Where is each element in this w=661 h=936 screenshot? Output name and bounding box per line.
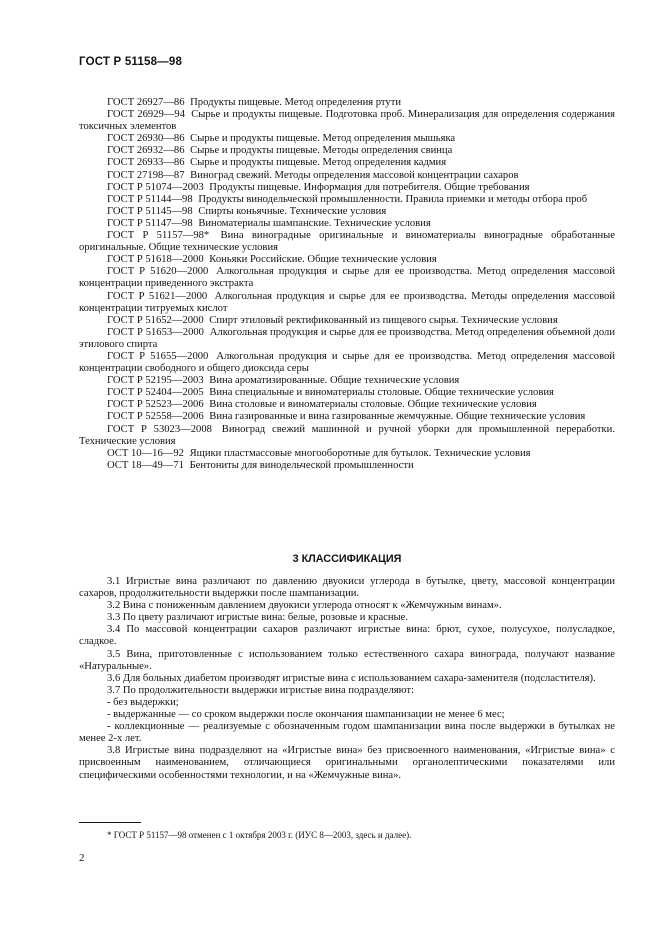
- reference-title: Продукты пищевые. Информация для потребителя. Общие требования: [209, 181, 530, 193]
- reference-item: [79, 315, 615, 327]
- reference-item: [79, 399, 615, 411]
- reference-title: Виноград свежий. Методы определения массовой концентрации сахаров: [190, 169, 519, 181]
- reference-title: Вина столовые и виноматериалы столовые. Общие технические условия: [209, 399, 537, 411]
- reference-code: ГОСТ Р 53023—2008: [107, 423, 212, 435]
- reference-title: Спирт этиловый ректификованный из пищевого сырья. Технические условия: [209, 314, 558, 326]
- normative-references-list: [79, 97, 615, 472]
- list-item: - коллекционные — реализуемые с обозначенным годом шампанизации вина после выдержки в бутылках не менее 2-х лет.: [79, 721, 615, 745]
- reference-title: Вина специальные и виноматериалы столовые. Общие технические условия: [209, 387, 554, 399]
- section-title: 3 КЛАССИФИКАЦИЯ: [292, 553, 402, 565]
- reference-item: [79, 254, 615, 266]
- reference-title: Продукты винодельческой промышленности. Правила приемки и методы отбора проб: [198, 193, 588, 205]
- reference-item: [79, 291, 615, 315]
- reference-item: [79, 375, 615, 387]
- reference-code: ГОСТ 27198—87: [107, 169, 185, 181]
- reference-title: Вина ароматизированные. Общие технические условия: [209, 375, 460, 387]
- paragraph: 3.8 Игристые вина подразделяют на «Игристые вина» без присвоенного наименования, «Игристые вина» с присвоенным наименованием, отличающиеся оригинальными органолептическими показателями или специфическими особенностями технологии, и на «Жемчужные вина».: [79, 745, 615, 781]
- reference-code: ГОСТ Р 52558—2006: [107, 411, 204, 423]
- reference-code: ГОСТ Р 51653—2000: [107, 326, 204, 338]
- reference-item: [79, 194, 615, 206]
- reference-code: ГОСТ Р 51074—2003: [107, 181, 204, 193]
- reference-item: [79, 351, 615, 375]
- reference-item: [79, 424, 615, 448]
- reference-title: Сырье и продукты пищевые. Подготовка проб. Минерализация для определения содержания токсичных элементов: [79, 109, 615, 133]
- reference-title: Вина газированные и вина газированные жемчужные. Общие технические условия: [209, 411, 586, 423]
- reference-code: ГОСТ Р 51655—2000: [107, 350, 209, 362]
- reference-code: ГОСТ 26930—86: [107, 133, 185, 145]
- reference-title: Вина виноградные оригинальные и виноматериалы виноградные обработанные оригинальные. Общие технические условия: [79, 230, 615, 254]
- reference-code: ГОСТ Р 52523—2006: [107, 399, 204, 411]
- reference-item: [79, 182, 615, 194]
- paragraph: 3.7 По продолжительности выдержки игристые вина подразделяют:: [107, 684, 415, 696]
- reference-item: [79, 133, 615, 145]
- list-item: - выдержанные — со сроком выдержки после окончания шампанизации не менее 6 мес;: [107, 709, 505, 721]
- reference-item: [79, 411, 615, 423]
- reference-title: Виноград свежий машинной и ручной уборки для промышленной переработки. Технические условия: [79, 423, 615, 447]
- reference-title: Сырье и продукты пищевые. Метод определения мышьяка: [190, 133, 456, 145]
- document-header: ГОСТ Р 51158—98: [79, 56, 183, 68]
- reference-item: [79, 218, 615, 230]
- reference-item: [79, 97, 615, 109]
- reference-title: Алкогольная продукция и сырье для ее производства. Метод определения объемной доли этилового спирта: [79, 326, 615, 350]
- reference-code: ГОСТ Р 51145—98: [107, 205, 193, 217]
- reference-code: ГОСТ Р 51620—2000: [107, 266, 209, 278]
- reference-code: ГОСТ Р 51147—98: [107, 217, 193, 229]
- reference-code: ГОСТ Р 51144—98: [107, 193, 193, 205]
- page-number: 2: [79, 852, 85, 864]
- reference-item: [79, 145, 615, 157]
- reference-code: ГОСТ Р 52404—2005: [107, 387, 204, 399]
- paragraph: 3.3 По цвету различают игристые вина: белые, розовые и красные.: [107, 612, 409, 624]
- reference-item: [79, 327, 615, 351]
- reference-title: Ящики пластмассовые многооборотные для бутылок. Технические условия: [189, 447, 531, 459]
- reference-code: ГОСТ Р 51621—2000: [107, 290, 208, 302]
- reference-title: Алкогольная продукция и сырье для ее производства. Метод определения массовой концентрации свободного и общего диоксида серы: [79, 350, 615, 375]
- footnote-divider: [79, 822, 141, 823]
- reference-title: Сырье и продукты пищевые. Метод определения кадмия: [190, 157, 447, 169]
- reference-code: ГОСТ Р 51618—2000: [107, 254, 204, 266]
- reference-item: [79, 109, 615, 133]
- reference-title: Сырье и продукты пищевые. Методы определения свинца: [190, 145, 453, 157]
- reference-title: Коньяки Российские. Общие технические условия: [209, 254, 437, 266]
- reference-item: [79, 157, 615, 169]
- paragraph: 3.2 Вина с пониженным давлением двуокиси углерода относят к «Жемчужным винам».: [107, 600, 502, 612]
- reference-item: [79, 206, 615, 218]
- footnote: * ГОСТ Р 51157—98 отменен с 1 октября 2003 г. (ИУС 8—2003, здесь и далее).: [107, 830, 412, 840]
- reference-item: [79, 266, 615, 290]
- paragraph: 3.4 По массовой концентрации сахаров различают игристые вина: брют, сухое, полусухое, полусладкое, сладкое.: [79, 624, 615, 648]
- paragraph: 3.1 Игристые вина различают по давлению двуокиси углерода в бутылке, цвету, массовой концентрации сахаров, продолжительности выдержки после шампанизации.: [79, 576, 615, 600]
- reference-title: Виноматериалы шампанские. Технические условия: [198, 217, 431, 229]
- paragraph: 3.6 Для больных диабетом производят игристые вина с использованием сахара-заменителя (подсластителя).: [107, 672, 596, 684]
- reference-item: [79, 448, 615, 460]
- list-item: - без выдержки;: [107, 696, 179, 708]
- reference-title: Спирты коньячные. Технические условия: [198, 205, 387, 217]
- reference-item: [79, 170, 615, 182]
- reference-code: ОСТ 10—16—92: [107, 447, 184, 459]
- reference-code: ГОСТ Р 51157—98*: [107, 230, 210, 242]
- classification-section: [79, 576, 615, 782]
- reference-code: ГОСТ Р 51652—2000: [107, 314, 204, 326]
- reference-code: ОСТ 18—49—71: [107, 459, 184, 471]
- reference-code: ГОСТ 26927—86: [107, 97, 185, 108]
- reference-title: Продукты пищевые. Метод определения ртути: [190, 97, 402, 108]
- reference-code: ГОСТ 26933—86: [107, 157, 185, 169]
- reference-item: [79, 387, 615, 399]
- reference-item: [79, 230, 615, 254]
- reference-code: ГОСТ 26932—86: [107, 145, 185, 157]
- paragraph: 3.5 Вина, приготовленные с использованием только естественного сахара винограда, получают название «Натуральные».: [79, 648, 615, 672]
- reference-title: Бентониты для винодельческой промышленности: [189, 459, 414, 471]
- reference-code: ГОСТ Р 52195—2003: [107, 375, 204, 387]
- reference-title: Алкогольная продукция и сырье для ее производства. Метод определения массовой концентрации приведенного экстракта: [79, 266, 615, 290]
- reference-title: Алкогольная продукция и сырье для ее производства. Методы определения массовой концентрации титруемых кислот: [79, 290, 616, 314]
- reference-code: ГОСТ 26929—94: [107, 109, 186, 121]
- reference-item: [79, 460, 615, 472]
